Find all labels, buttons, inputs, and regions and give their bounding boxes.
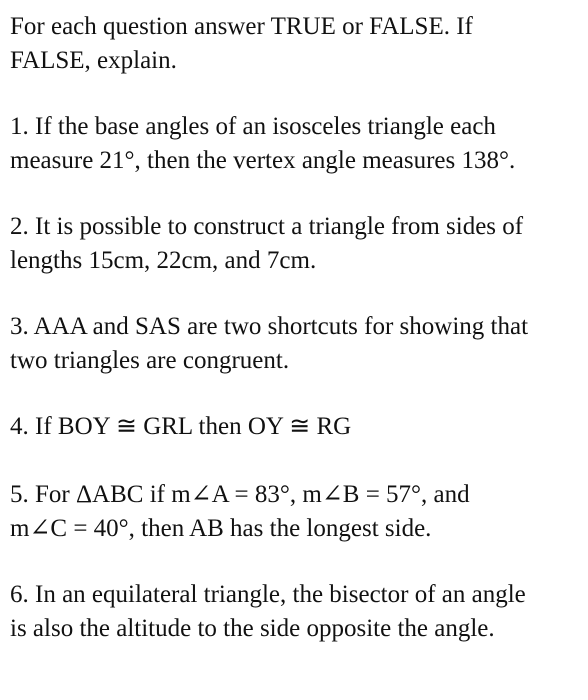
question-2-line-2: lengths 15cm, 22cm, and 7cm. <box>10 247 317 274</box>
question-1-line-2: measure 21°, then the vertex angle measures 138°. <box>10 147 516 174</box>
question-2 <box>10 210 570 278</box>
question-3-line-2: two triangles are congruent. <box>10 347 290 374</box>
question-6-line-1: 6. In an equilateral triangle, the bisector of an angle <box>10 581 526 608</box>
worksheet <box>10 10 570 678</box>
question-2-line-1: 2. It is possible to construct a triangle from sides of <box>10 213 524 240</box>
instructions-line-1: For each question answer TRUE or FALSE. If <box>10 13 473 40</box>
instructions-line-2: FALSE, explain. <box>10 47 177 74</box>
question-3 <box>10 310 570 378</box>
question-1-line-1: 1. If the base angles of an isosceles triangle each <box>10 113 496 140</box>
question-4 <box>10 410 570 444</box>
question-6 <box>10 578 570 646</box>
instructions <box>10 10 570 78</box>
question-3-line-1: 3. AAA and SAS are two shortcuts for showing that <box>10 313 529 340</box>
question-5-line-1: 5. For ΔABC if m∠A = 83°, m∠B = 57°, and <box>10 481 470 508</box>
question-5 <box>10 478 570 546</box>
question-6-line-2: is also the altitude to the side opposite the angle. <box>10 615 495 642</box>
question-1 <box>10 110 570 178</box>
question-5-line-2: m∠C = 40°, then AB has the longest side. <box>10 515 432 542</box>
question-4-line-1: 4. If BOY ≅ GRL then OY ≅ RG <box>10 413 352 440</box>
